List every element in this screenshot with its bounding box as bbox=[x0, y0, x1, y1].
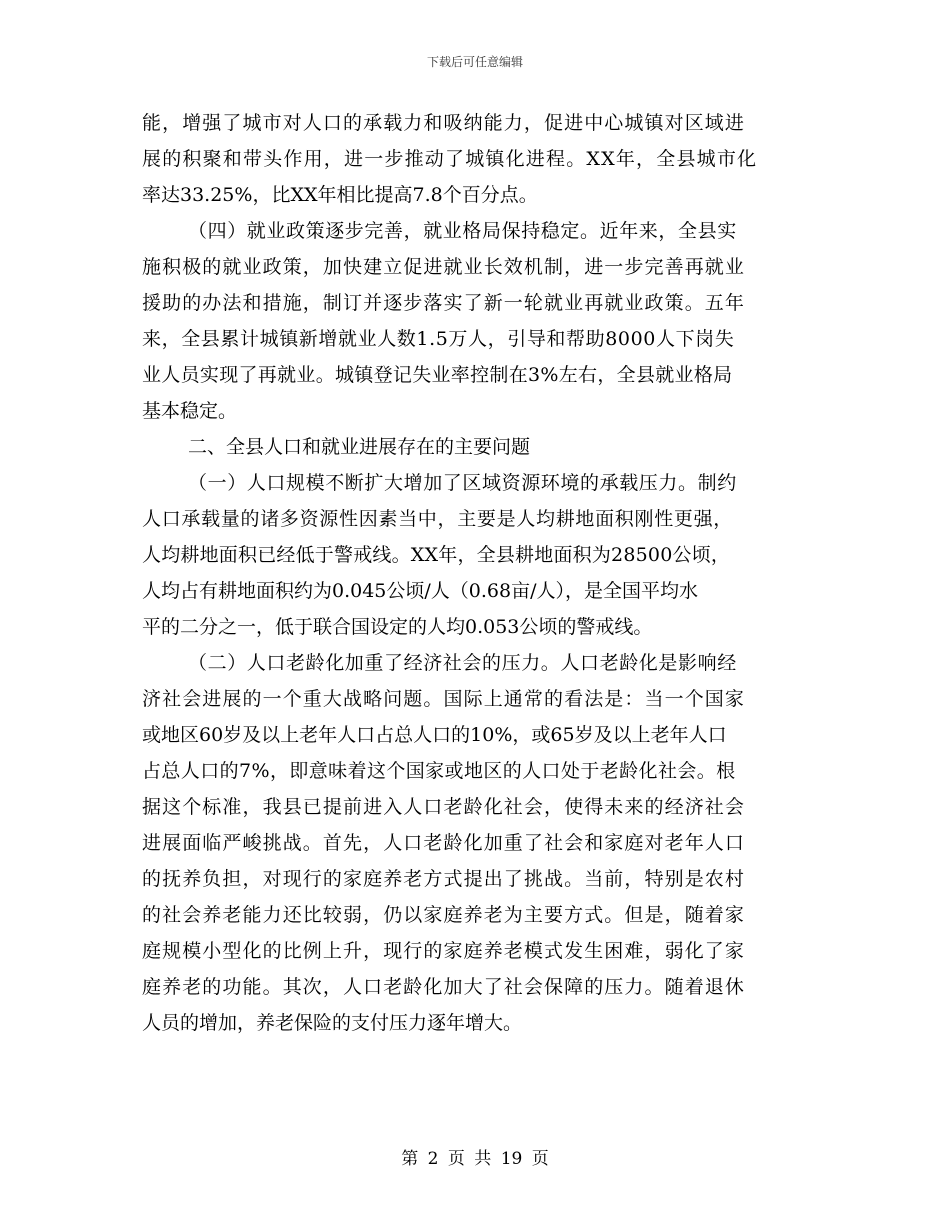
text-line: 施积极的就业政策，加快建立促进就业长效机制，进一步完善再就业 bbox=[142, 256, 746, 278]
text-line: 人均耕地面积已经低于警戒线。XX年，全县耕地面积为28500公顷， bbox=[142, 544, 731, 566]
text-line: 援助的办法和措施，制订并逐步落实了新一轮就业再就业政策。五年 bbox=[142, 292, 746, 314]
text-line: 进展面临严峻挑战。首先，人口老龄化加重了社会和家庭对老年人口 bbox=[142, 832, 746, 854]
body-text bbox=[142, 105, 802, 1041]
text-line: 庭规模小型化的比例上升，现行的家庭养老模式发生困难，弱化了家 bbox=[142, 940, 746, 962]
text-line: 济社会进展的一个重大战略问题。国际上通常的看法是：当一个国家 bbox=[142, 688, 746, 710]
text-line: 人均占有耕地面积约为0.045公顷/人（0.68亩/人），是全国平均水 bbox=[142, 580, 699, 602]
text-line: （一）人口规模不断扩大增加了区域资源环境的承载压力。制约 bbox=[188, 472, 737, 494]
text-line: 人口承载量的诸多资源性因素当中，主要是人均耕地面积刚性更强， bbox=[142, 508, 734, 530]
text-line: 能，增强了城市对人口的承载力和吸纳能力，促进中心城镇对区域进 bbox=[142, 112, 746, 134]
text-line: 庭养老的功能。其次，人口老龄化加大了社会保障的压力。随着退休 bbox=[142, 976, 746, 998]
page-header: 下载后可任意编辑 bbox=[426, 55, 523, 69]
text-line: 展的积聚和带头作用，进一步推动了城镇化进程。XX年，全县城市化 bbox=[142, 148, 758, 170]
text-line: 来，全县累计城镇新增就业人数1.5万人，引导和帮助8000人下岗失 bbox=[142, 328, 735, 350]
page-number-footer: 第 2 页 共 19 页 bbox=[401, 1149, 549, 1169]
text-line: 或地区60岁及以上老年人口占总人口的10%，或65岁及以上老年人口 bbox=[142, 724, 727, 746]
text-line: （四）就业政策逐步完善，就业格局保持稳定。近年来，全县实 bbox=[188, 220, 737, 242]
text-line: 基本稳定。 bbox=[142, 400, 238, 422]
text-line: 业人员实现了再就业。城镇登记失业率控制在3%左右，全县就业格局 bbox=[142, 364, 733, 386]
text-line: 的社会养老能力还比较弱，仍以家庭养老为主要方式。但是，随着家 bbox=[142, 904, 746, 926]
text-line: 据这个标准，我县已提前进入人口老龄化社会，使得未来的经济社会 bbox=[142, 796, 746, 818]
text-line: 率达33.25%，比XX年相比提高7.8个百分点。 bbox=[142, 184, 538, 206]
text-line: 占总人口的7%，即意味着这个国家或地区的人口处于老龄化社会。根 bbox=[142, 760, 736, 782]
section-heading: 二、全县人口和就业进展存在的主要问题 bbox=[188, 436, 531, 458]
text-line: 人员的增加，养老保险的支付压力逐年增大。 bbox=[142, 1012, 523, 1034]
text-line: （二）人口老龄化加重了经济社会的压力。人口老龄化是影响经 bbox=[188, 652, 737, 674]
text-line: 的抚养负担，对现行的家庭养老方式提出了挑战。当前，特别是农村 bbox=[142, 868, 746, 890]
text-line: 平的二分之一，低于联合国设定的人均0.053公顷的警戒线。 bbox=[142, 616, 653, 638]
